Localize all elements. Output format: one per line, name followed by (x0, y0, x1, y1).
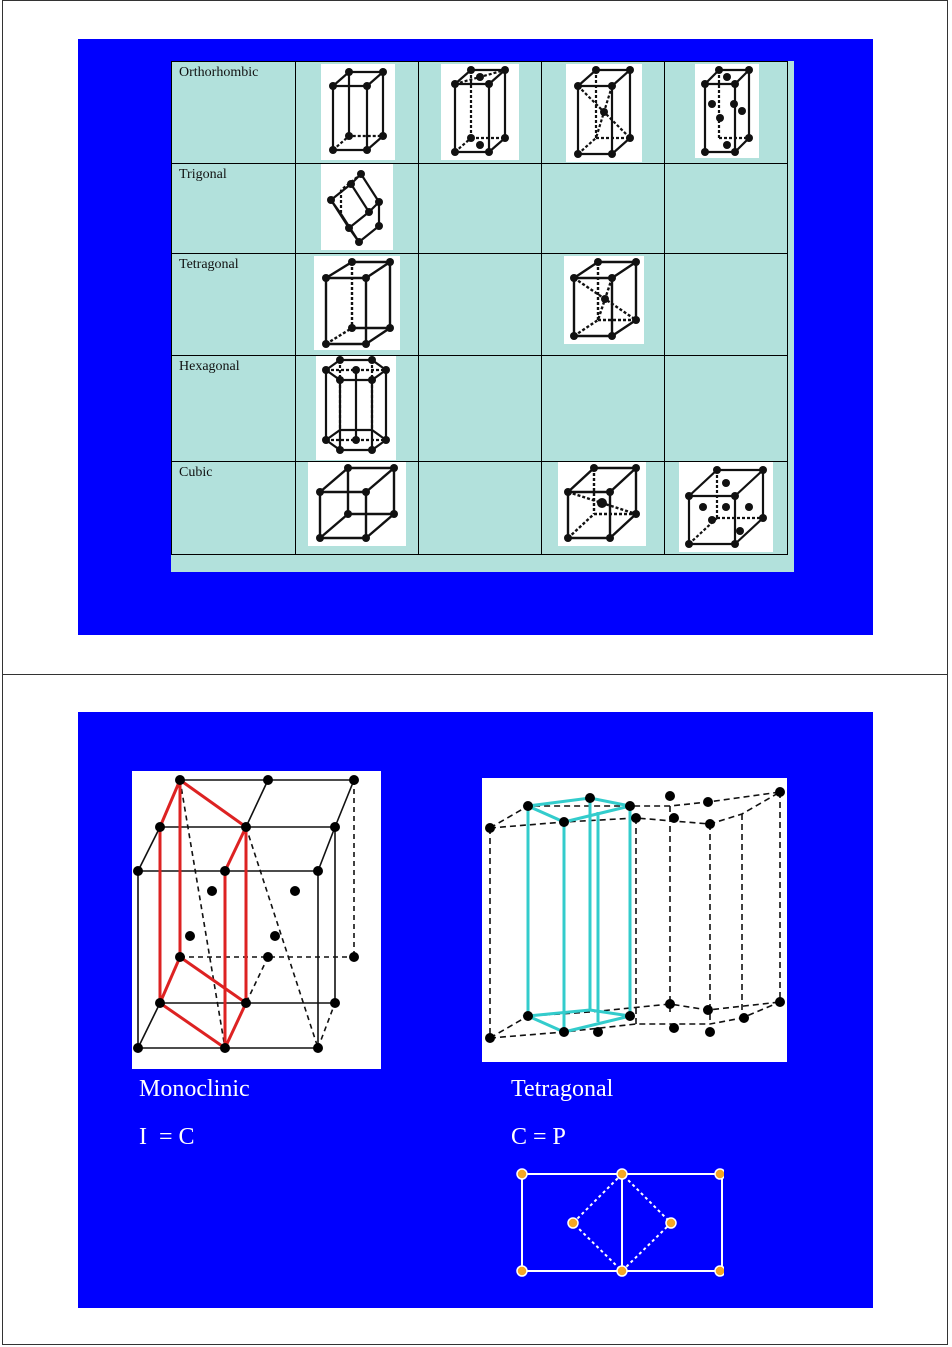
cubic-i-cell-icon (558, 462, 646, 546)
table-row-tetragonal (172, 254, 788, 356)
tetragonal-caption: Tetragonal (511, 1076, 614, 1102)
orthorhombic-f-cell-icon (695, 64, 759, 158)
c-equals-p-diagram (514, 1168, 724, 1284)
system-label: Orthorhombic (179, 65, 259, 80)
empty-cell (542, 356, 665, 462)
trigonal-r-cell-icon (321, 164, 393, 250)
lattice-cell-tetragonal-p (296, 254, 419, 356)
empty-cell (665, 356, 788, 462)
monoclinic-caption: Monoclinic (139, 1076, 250, 1102)
orthorhombic-i-cell-icon (566, 64, 642, 162)
lattice-cell-orthorhombic-f (665, 62, 788, 164)
tetragonal-figure (482, 778, 787, 1062)
page-divider (2, 674, 948, 675)
orthorhombic-p-cell-icon (321, 64, 395, 160)
empty-cell (542, 164, 665, 254)
system-cell (172, 164, 296, 254)
system-label: Trigonal (179, 167, 227, 182)
tetragonal-p-cell-icon (314, 256, 400, 350)
equivalence-slide (78, 712, 873, 1308)
bravais-table-slide (78, 39, 873, 635)
hexagonal-p-cell-icon (316, 356, 396, 460)
tetragonal-i-cell-icon (564, 256, 644, 344)
table-row-hexagonal (172, 356, 788, 462)
empty-cell (419, 164, 542, 254)
table-row-trigonal (172, 164, 788, 254)
system-cell (172, 356, 296, 462)
lattice-cell-trigonal-r (296, 164, 419, 254)
system-label: Cubic (179, 465, 213, 480)
lattice-cell-cubic-f (665, 462, 788, 555)
empty-cell (665, 164, 788, 254)
orthorhombic-c-cell-icon (441, 64, 519, 160)
system-cell (172, 462, 296, 555)
lattice-cell-orthorhombic-i (542, 62, 665, 164)
system-cell (172, 254, 296, 356)
system-label: Tetragonal (179, 257, 239, 272)
lattice-cell-tetragonal-i (542, 254, 665, 356)
empty-cell (419, 254, 542, 356)
system-cell (172, 62, 296, 164)
lattice-cell-orthorhombic-p (296, 62, 419, 164)
lattice-cell-cubic-p (296, 462, 419, 555)
cubic-p-cell-icon (308, 462, 406, 546)
table-row-orthorhombic (172, 62, 788, 164)
tetragonal-relation: C = P (511, 1124, 566, 1150)
monoclinic-relation: I = C (139, 1124, 195, 1150)
cubic-f-cell-icon (679, 462, 773, 552)
empty-cell (419, 462, 542, 555)
monoclinic-figure (132, 771, 381, 1069)
lattice-cell-cubic-i (542, 462, 665, 555)
lattice-cell-orthorhombic-c (419, 62, 542, 164)
empty-cell (665, 254, 788, 356)
lattice-cell-hexagonal-p (296, 356, 419, 462)
bravais-lattice-table (171, 61, 794, 572)
table-row-cubic (172, 462, 788, 555)
empty-cell (419, 356, 542, 462)
system-label: Hexagonal (179, 359, 240, 374)
